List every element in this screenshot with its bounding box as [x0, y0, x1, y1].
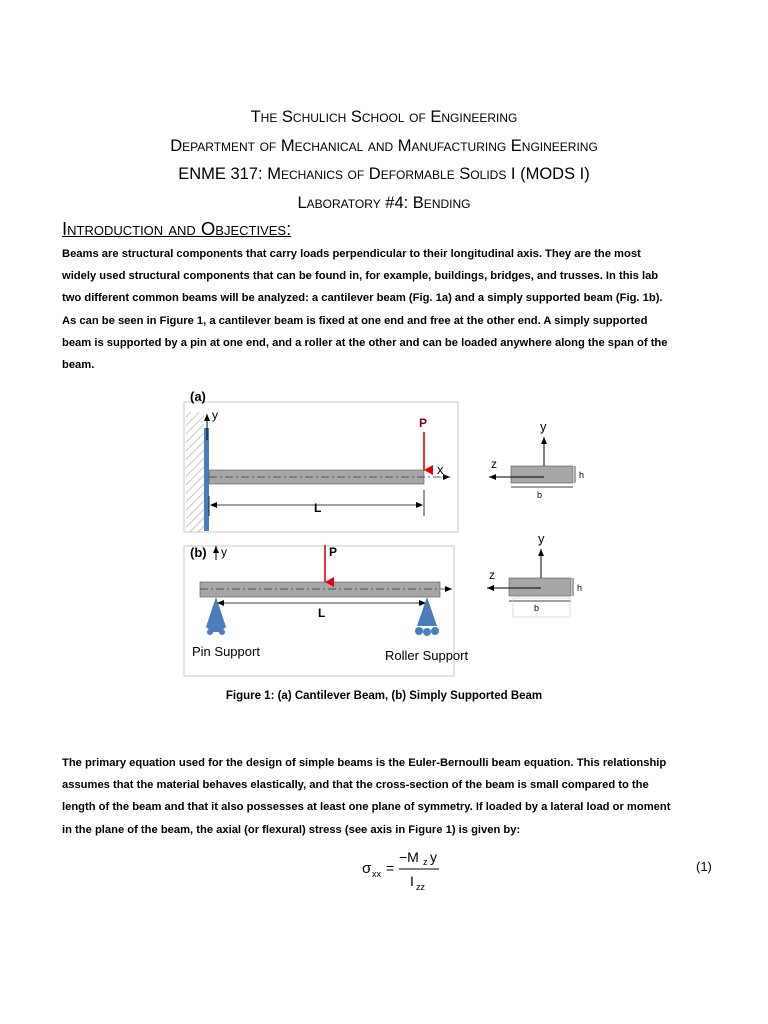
y-label-a: y: [212, 408, 218, 422]
pin-support-base-1: [207, 629, 213, 635]
paragraph-line: widely used structural components that can be found in, for example, buildings, bridges, and trusses. In this lab: [62, 270, 659, 283]
eq-sigma: σ: [362, 860, 372, 877]
eq-sigma-sub: xx: [372, 869, 381, 879]
cs-y-label-b: y: [538, 531, 545, 546]
flexure-equation: [0, 840, 768, 900]
roller-support-label: Roller Support: [385, 648, 469, 663]
x-label-a: x: [437, 462, 444, 477]
paragraph-line: two different common beams will be analyzed: a cantilever beam (Fig. 1a) and a simply supported beam (Fig. 1b).: [62, 292, 663, 305]
dim-arrow-a-right: [416, 502, 423, 508]
eq-numerator-sub: z: [423, 857, 428, 867]
eq-denominator: I: [410, 873, 414, 889]
lab-title: Laboratory #4: Bending: [297, 193, 471, 212]
school-name: The Schulich School of Engineering: [250, 108, 518, 126]
roller-wheel-2: [423, 628, 431, 636]
length-label-a: L: [314, 501, 322, 515]
course-title: ENME 317: Mechanics of Deformable Solids I (MODS I): [178, 165, 590, 183]
eq-denominator-sub: zz: [416, 882, 425, 892]
fixed-wall: [186, 412, 204, 532]
figure-caption: Figure 1: (a) Cantilever Beam, (b) Simply Supported Beam: [225, 690, 543, 702]
cross-section-a: [511, 466, 573, 483]
paragraph-line: beam.: [62, 359, 95, 372]
roller-wheel-3: [431, 627, 439, 635]
cs-h-label-a: h: [579, 470, 585, 480]
simply-supported-beam: [200, 582, 440, 597]
paragraph-line: As can be seen in Figure 1, a cantilever beam is fixed at one end and free at the other end. A simply supported: [62, 314, 648, 327]
paragraph-line: The primary equation used for the design of simple beams is the Euler-Bernoulli beam equation. This relationship: [62, 757, 667, 769]
equation-number: (1): [696, 859, 712, 874]
panel-b-label: (b): [190, 545, 207, 560]
paragraph-line: length of the beam and that it also possesses at least one plane of symmetry. If loaded by a lateral load or moment: [62, 801, 671, 814]
paragraph-line: assumes that the material behaves elastically, and that the cross-section of the beam is small compared to the: [62, 779, 649, 792]
cs-b-label-a: b: [537, 490, 543, 500]
cross-section-b: [509, 578, 571, 596]
pin-support-base-2: [219, 629, 225, 635]
equation-paragraph: [62, 752, 717, 841]
cs-z-label-b: z: [489, 568, 495, 582]
paragraph-line: beam is supported by a pin at one end, and a roller at the other and can be loaded anywhere along the span of the: [62, 336, 668, 349]
load-label-b: P: [329, 545, 338, 559]
cs-b-label-b: b: [534, 603, 540, 613]
cs-y-label-a: y: [540, 419, 547, 434]
paragraph-line: in the plane of the beam, the axial (or flexural) stress (see axis in Figure 1) is given by:: [62, 823, 521, 836]
section-heading: Introduction and Objectives:: [62, 218, 292, 239]
dim-arrow-a-left: [210, 502, 217, 508]
department-name: Department of Mechanical and Manufacturing Engineering: [170, 136, 598, 155]
eq-numerator-tail: y: [430, 849, 437, 865]
paragraph-line: Beams are structural components that carry loads perpendicular to their longitudinal axis. They are the most: [62, 248, 641, 260]
pin-support-label: Pin Support: [192, 644, 260, 659]
eq-equals: =: [386, 860, 395, 876]
eq-numerator: −M: [399, 849, 419, 865]
length-label-b: L: [318, 606, 326, 620]
fixed-support: [204, 428, 209, 531]
cs-h-label-b: h: [577, 583, 583, 593]
cs-z-label-a: z: [491, 457, 497, 471]
panel-a-label: (a): [190, 389, 206, 404]
roller-wheel-1: [415, 627, 423, 635]
y-label-b: y: [221, 545, 227, 559]
load-label-a: P: [419, 416, 428, 430]
